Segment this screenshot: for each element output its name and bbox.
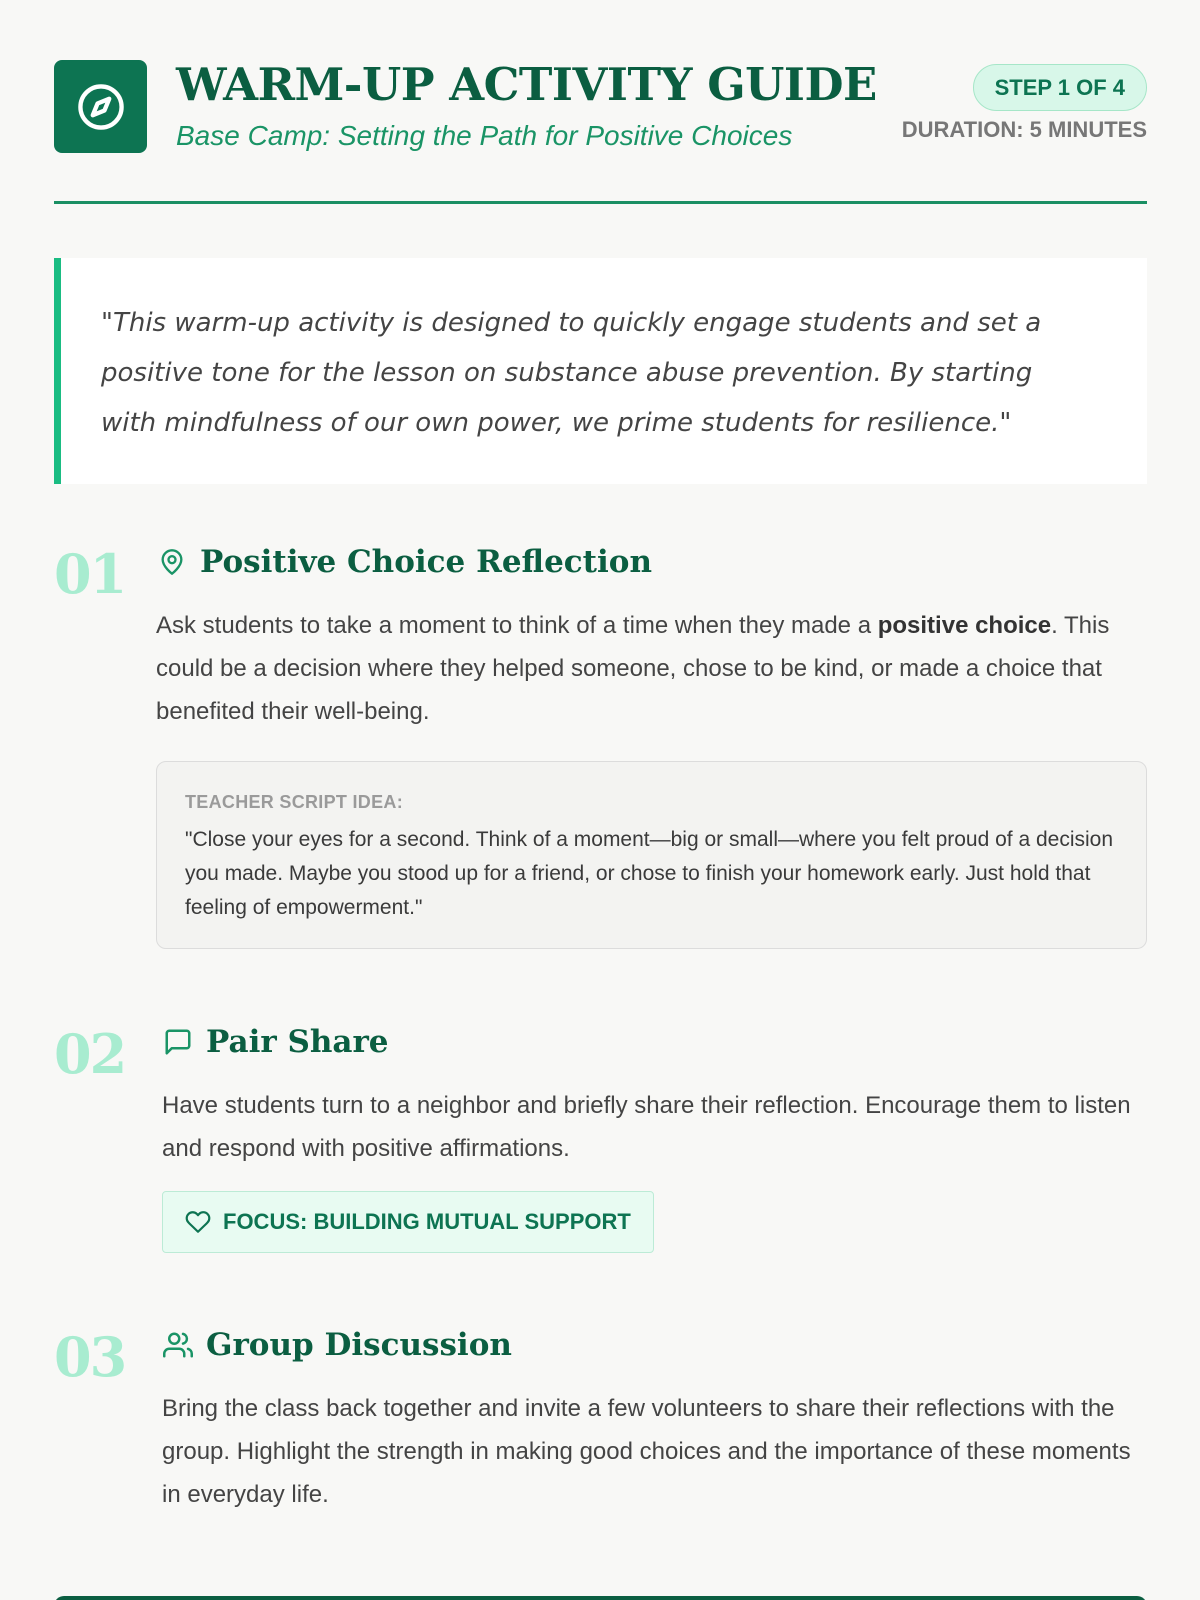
section-title: Positive Choice Reflection bbox=[200, 544, 652, 580]
section-description: Have students turn to a neighbor and briefly share their reflection. Encourage them to listen and respond with positive affirmations. bbox=[162, 1092, 1131, 1162]
compass-icon bbox=[54, 60, 147, 153]
heart-icon bbox=[185, 1209, 211, 1235]
description-emphasis: positive choice bbox=[877, 612, 1052, 639]
section-description: Bring the class back together and invite a few volunteers to share their reflections with the group. Highlight the strength in making good choices and the importance of these moments in everyday life. bbox=[162, 1395, 1131, 1508]
focus-label: FOCUS: BUILDING MUTUAL SUPPORT bbox=[223, 1209, 631, 1234]
section-header bbox=[156, 542, 652, 582]
intro-quote: "This warm-up activity is designed to quickly engage students and set a positive tone for the lesson on substance abuse prevention. By starting with mindfulness of our own power, we prime students for resilience." bbox=[54, 258, 1147, 484]
teacher-script-box bbox=[156, 761, 1147, 949]
description-text: Ask students to take a moment to think of a time when they made a bbox=[156, 612, 878, 639]
section-number: 02 bbox=[54, 1022, 126, 1086]
section-title: Group Discussion bbox=[206, 1327, 512, 1363]
step-badge: STEP 1 OF 4 bbox=[973, 64, 1147, 111]
script-label: TEACHER SCRIPT IDEA: bbox=[185, 792, 404, 812]
focus-pill bbox=[162, 1191, 654, 1253]
users-icon bbox=[162, 1329, 194, 1361]
duration-label: DURATION: 5 MINUTES bbox=[901, 117, 1147, 142]
section-number: 01 bbox=[54, 542, 126, 606]
page-subtitle: Base Camp: Setting the Path for Positive Choices bbox=[176, 120, 793, 151]
activity-guide-page bbox=[54, 0, 1147, 1508]
page-title: WARM-UP ACTIVITY GUIDE bbox=[176, 58, 877, 111]
page-header bbox=[54, 0, 1147, 204]
map-pin-icon bbox=[156, 546, 188, 578]
footer-bar bbox=[54, 1596, 1147, 1600]
section-number: 03 bbox=[54, 1325, 126, 1389]
message-square-icon bbox=[162, 1026, 194, 1058]
section-description bbox=[156, 604, 1147, 733]
section-header bbox=[162, 1022, 389, 1062]
script-text: "Close your eyes for a second. Think of a moment—big or small—where you felt proud of a decision you made. Maybe you stood up for a friend, or chose to finish your homework early. Just hold that feeling of empowerment." bbox=[185, 828, 1114, 919]
section-title: Pair Share bbox=[206, 1024, 389, 1060]
section-header bbox=[162, 1325, 512, 1365]
description-text: . This could be a decision where they helped someone, chose to be kind, or made a choice that benefited their well-being. bbox=[156, 612, 1110, 725]
